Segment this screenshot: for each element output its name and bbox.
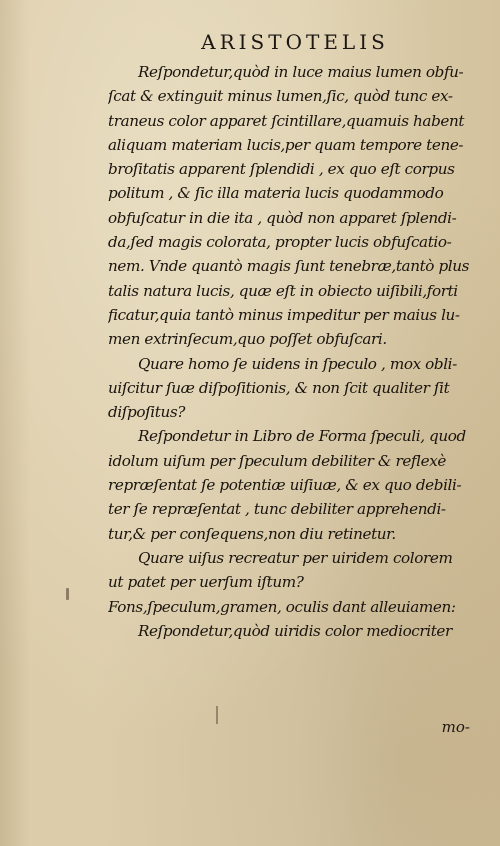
text-line: uiſcitur ſuæ diſpoſitionis, & non ſcit qualiter ſit bbox=[108, 378, 450, 397]
running-title: ARISTOTELIS bbox=[201, 30, 389, 54]
text-line: politum , & ſic illa materia lucis quodammodo bbox=[108, 184, 444, 203]
text-line: nem. Vnde quantò magis ſunt tenebræ,tantò plus bbox=[108, 257, 470, 276]
text-line: Fons,ſpeculum,gramen, oculis dant alleuiamen: bbox=[108, 597, 456, 616]
text-line: ſcat & extinguit minus lumen,ſic, quòd tunc ex- bbox=[108, 87, 453, 106]
text-line: repræſentat ſe potentiæ uiſiuæ, & ex quo debili- bbox=[108, 476, 462, 495]
text-line: traneus color apparet ſcintillare,quamuis habent bbox=[108, 111, 465, 130]
text-line: ut patet per uerſum iſtum? bbox=[108, 573, 304, 592]
text-line: diſpoſitus? bbox=[108, 403, 185, 422]
ink-stroke bbox=[216, 706, 218, 724]
text-line: Reſpondetur in Libro de Forma ſpeculi, quod bbox=[138, 427, 466, 446]
text-line: men extrinſecum,quo poſſet obfuſcari. bbox=[108, 330, 387, 349]
text-block bbox=[108, 60, 478, 643]
catchword: mo- bbox=[441, 718, 470, 736]
text-line: aliquam materiam lucis,per quam tempore tene- bbox=[108, 135, 464, 154]
text-line: broſitatis apparent ſplendidi , ex quo eſt corpus bbox=[108, 160, 455, 179]
text-line: Quare homo ſe uidens in ſpeculo , mox obli- bbox=[138, 354, 457, 373]
text-line: ficatur,quia tantò minus impeditur per maius lu- bbox=[108, 305, 460, 324]
text-line: Reſpondetur,quòd in luce maius lumen obfu- bbox=[138, 63, 464, 81]
text-line: talis natura lucis, quæ eſt in obiecto uiſibili,forti bbox=[108, 281, 458, 300]
text-line: obfuſcatur in die ita , quòd non apparet ſplendi- bbox=[108, 208, 457, 227]
text-line: ter ſe repræſentat , tunc debiliter apprehendi- bbox=[108, 500, 446, 519]
text-line: Quare uiſus recreatur per uiridem colorem bbox=[138, 548, 453, 567]
text-line: Reſpondetur,quòd uiridis color mediocriter bbox=[138, 621, 452, 640]
text-line: tur,& per conſequens,non diu retinetur. bbox=[108, 524, 396, 543]
text-line: idolum uiſum per ſpeculum debiliter & reflexè bbox=[108, 451, 446, 470]
margin-ink-mark bbox=[66, 588, 69, 600]
text-line: da,ſed magis colorata, propter lucis obfuſcatio- bbox=[108, 233, 452, 252]
